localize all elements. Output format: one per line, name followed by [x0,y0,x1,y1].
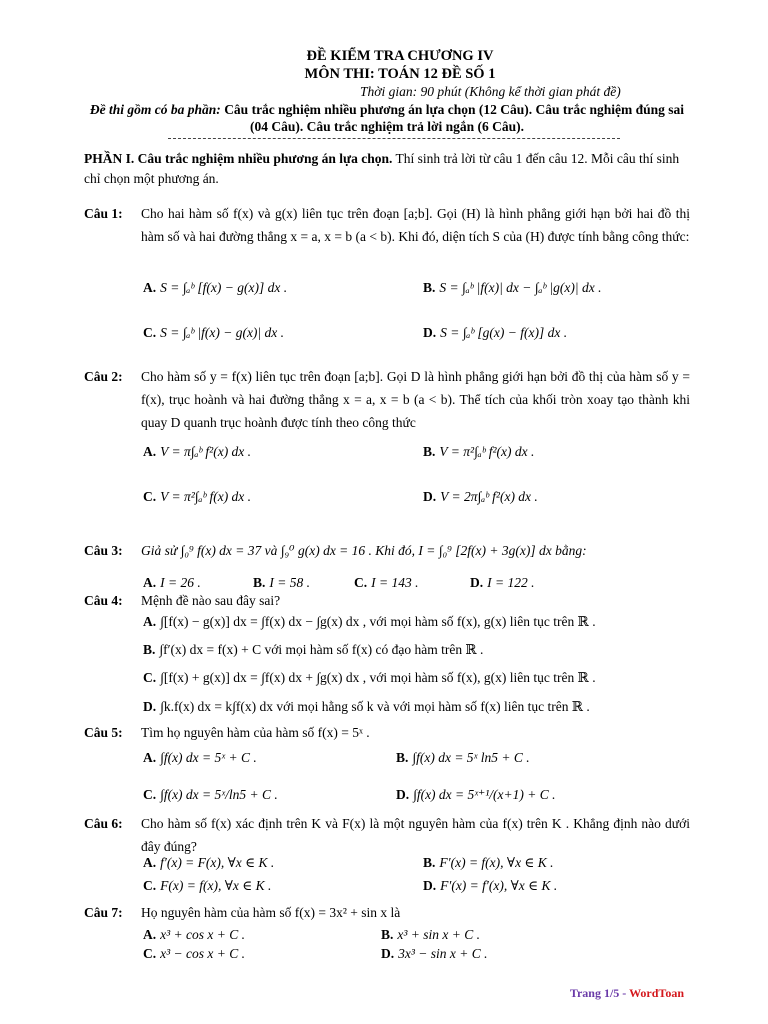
option-key: B. [423,855,436,870]
answer-option[interactable] [143,876,271,896]
option-key: C. [143,325,157,340]
option-text: F′(x) = f′(x), ∀x ∈ K . [440,878,558,893]
answer-option[interactable] [143,697,590,717]
option-key: A. [143,575,157,590]
option-key: B. [143,642,156,657]
answer-option[interactable] [143,944,245,964]
option-text: ∫f(x) dx = 5ˣ ln5 + C . [412,750,530,765]
option-key: B. [396,750,409,765]
answer-option[interactable] [143,278,287,298]
option-key: D. [423,489,437,504]
option-key: D. [423,878,437,893]
question-label: Câu 6: [84,816,123,831]
exam-title: ĐỀ KIỂM TRA CHƯƠNG IV [306,48,494,64]
option-text: f′(x) = F(x), ∀x ∈ K . [160,855,275,870]
option-text: S = ∫ₐᵇ [f(x) − g(x)] dx . [160,280,288,295]
option-key: A. [143,444,157,459]
option-key: C. [354,575,368,590]
answer-option[interactable] [381,944,488,964]
exam-time: Thời gian: 90 phút (Không kể thời gian phát đề) [360,84,621,99]
option-key: C. [143,670,157,685]
option-key: B. [381,927,394,942]
answer-option[interactable] [381,925,480,945]
answer-option[interactable] [423,876,557,896]
option-text: V = 2π∫ₐᵇ f²(x) dx . [440,489,538,504]
option-key: D. [470,575,484,590]
part-1-heading [84,149,690,189]
answer-option[interactable] [143,853,274,873]
option-key: A. [143,927,157,942]
part-1-title: PHẦN I. Câu trắc nghiệm nhiều phương án lựa chọn. [84,151,393,166]
option-text: I = 26 . [160,575,201,590]
option-text: ∫f(x) dx = 5ˣ + C . [160,750,257,765]
option-key: B. [423,444,436,459]
option-text: S = ∫ₐᵇ [g(x) − f(x)] dx . [440,325,568,340]
option-key: C. [143,946,157,961]
page-number: Trang 1/5 - [569,986,630,1000]
answer-option[interactable] [143,668,596,688]
option-text: 3x³ − sin x + C . [398,946,488,961]
answer-option[interactable] [143,487,251,507]
question-text: Tìm họ nguyên hàm của hàm số f(x) = 5ˣ . [141,725,370,740]
option-text: ∫f(x) dx = 5ˣ/ln5 + C . [160,787,278,802]
answer-option[interactable] [143,442,251,462]
option-key: D. [423,325,437,340]
option-key: D. [396,787,410,802]
option-text: x³ + cos x + C . [160,927,246,942]
answer-option[interactable] [423,853,554,873]
question-label: Câu 4: [84,593,123,608]
exam-structure-text: Câu trắc nghiệm nhiều phương án lựa chọn (12 Câu). Câu trắc nghiệm đúng sai (04 Câu). Câu trắc nghiệm trả lời ngắn (6 Câu). [220,102,685,134]
option-text: I = 122 . [487,575,535,590]
answer-option[interactable] [143,640,483,660]
option-text: ∫k.f(x) dx = k∫f(x) dx với mọi hằng số k và với mọi hàm số f(x) liên tục trên ℝ . [160,699,590,714]
option-key: B. [253,575,266,590]
option-text: x³ + sin x + C . [397,927,481,942]
question-label: Câu 1: [84,206,123,221]
option-key: B. [423,280,436,295]
option-key: C. [143,489,157,504]
part-1-instruction: Thí sinh trả lời từ câu 1 đến câu 12. Mỗi câu thí sinh chỉ chọn một phương án. [84,151,680,186]
option-text: I = 58 . [269,575,310,590]
answer-option[interactable] [143,323,284,343]
option-key: A. [143,614,157,629]
option-text: S = ∫ₐᵇ |f(x)| dx − ∫ₐᵇ |g(x)| dx . [439,280,602,295]
option-text: F(x) = f(x), ∀x ∈ K . [160,878,272,893]
question-text: Giả sử ∫₀⁹ f(x) dx = 37 và ∫₉⁰ g(x) dx = 16 . Khi đó, I = ∫₀⁹ [2f(x) + 3g(x)] dx bằng: [141,543,587,558]
option-text: F′(x) = f(x), ∀x ∈ K . [439,855,554,870]
page-footer [570,986,684,1001]
answer-option[interactable] [396,748,530,768]
exam-structure [84,101,690,135]
footer-brand: WordToan [629,986,684,1000]
question-label: Câu 2: [84,369,123,384]
answer-option[interactable] [423,278,601,298]
question-text: Cho hàm số f(x) xác định trên K và F(x) là một nguyên hàm của f(x) trên K . Khẳng định nào dưới đây đúng? [141,816,690,854]
option-text: x³ − cos x + C . [160,946,246,961]
option-text: V = π²∫ₐᵇ f²(x) dx . [439,444,535,459]
option-key: C. [143,787,157,802]
option-key: A. [143,750,157,765]
question-label: Câu 7: [84,905,123,920]
option-key: A. [143,280,157,295]
answer-option[interactable] [143,612,596,632]
option-text: I = 143 . [371,575,419,590]
option-key: A. [143,855,157,870]
question-text: Cho hai hàm số f(x) và g(x) liên tục trên đoạn [a;b]. Gọi (H) là hình phẳng giới hạn bởi hai đồ thị hàm số và hai đường thẳng x = a, x = b (a < b). Khi đó, diện tích S của (H) được tính bằng công thức: [141,206,690,244]
question-label: Câu 5: [84,725,123,740]
option-text: ∫[f(x) + g(x)] dx = ∫f(x) dx + ∫g(x) dx , với mọi hàm số f(x), g(x) liên tục trên ℝ . [160,670,596,685]
answer-option[interactable] [423,487,538,507]
answer-option[interactable] [143,925,245,945]
exam-subject: MÔN THI: TOÁN 12 ĐỀ SỐ 1 [304,66,496,82]
option-text: V = π²∫ₐᵇ f(x) dx . [160,489,252,504]
answer-option[interactable] [143,785,278,805]
answer-option[interactable] [423,323,567,343]
answer-option[interactable] [423,442,534,462]
option-key: C. [143,878,157,893]
option-text: S = ∫ₐᵇ |f(x) − g(x)| dx . [160,325,285,340]
question-text: Họ nguyên hàm của hàm số f(x) = 3x² + sin x là [141,905,401,920]
answer-option[interactable] [396,785,555,805]
header-divider [168,138,620,139]
answer-option[interactable] [143,748,257,768]
question-text: Cho hàm số y = f(x) liên tục trên đoạn [a;b]. Gọi D là hình phẳng giới hạn bởi đồ thị của hàm số y = f(x), trục hoành và hai đường thẳng x = a, x = b (a < b). Thể tích của khối tròn xoay tạo thành khi quay D quanh trục hoành được tính theo công thức [141,369,690,430]
option-text: ∫f(x) dx = 5ˣ⁺¹/(x+1) + C . [413,787,556,802]
option-key: D. [143,699,157,714]
exam-structure-lead: Đề thi gồm có ba phần: [89,102,221,117]
option-text: ∫f′(x) dx = f(x) + C với mọi hàm số f(x) có đạo hàm trên ℝ . [159,642,484,657]
option-text: ∫[f(x) − g(x)] dx = ∫f(x) dx − ∫g(x) dx , với mọi hàm số f(x), g(x) liên tục trên ℝ . [160,614,596,629]
option-key: D. [381,946,395,961]
option-text: V = π∫ₐᵇ f²(x) dx . [160,444,252,459]
question-text: Mệnh đề nào sau đây sai? [141,593,281,608]
question-label: Câu 3: [84,543,123,558]
